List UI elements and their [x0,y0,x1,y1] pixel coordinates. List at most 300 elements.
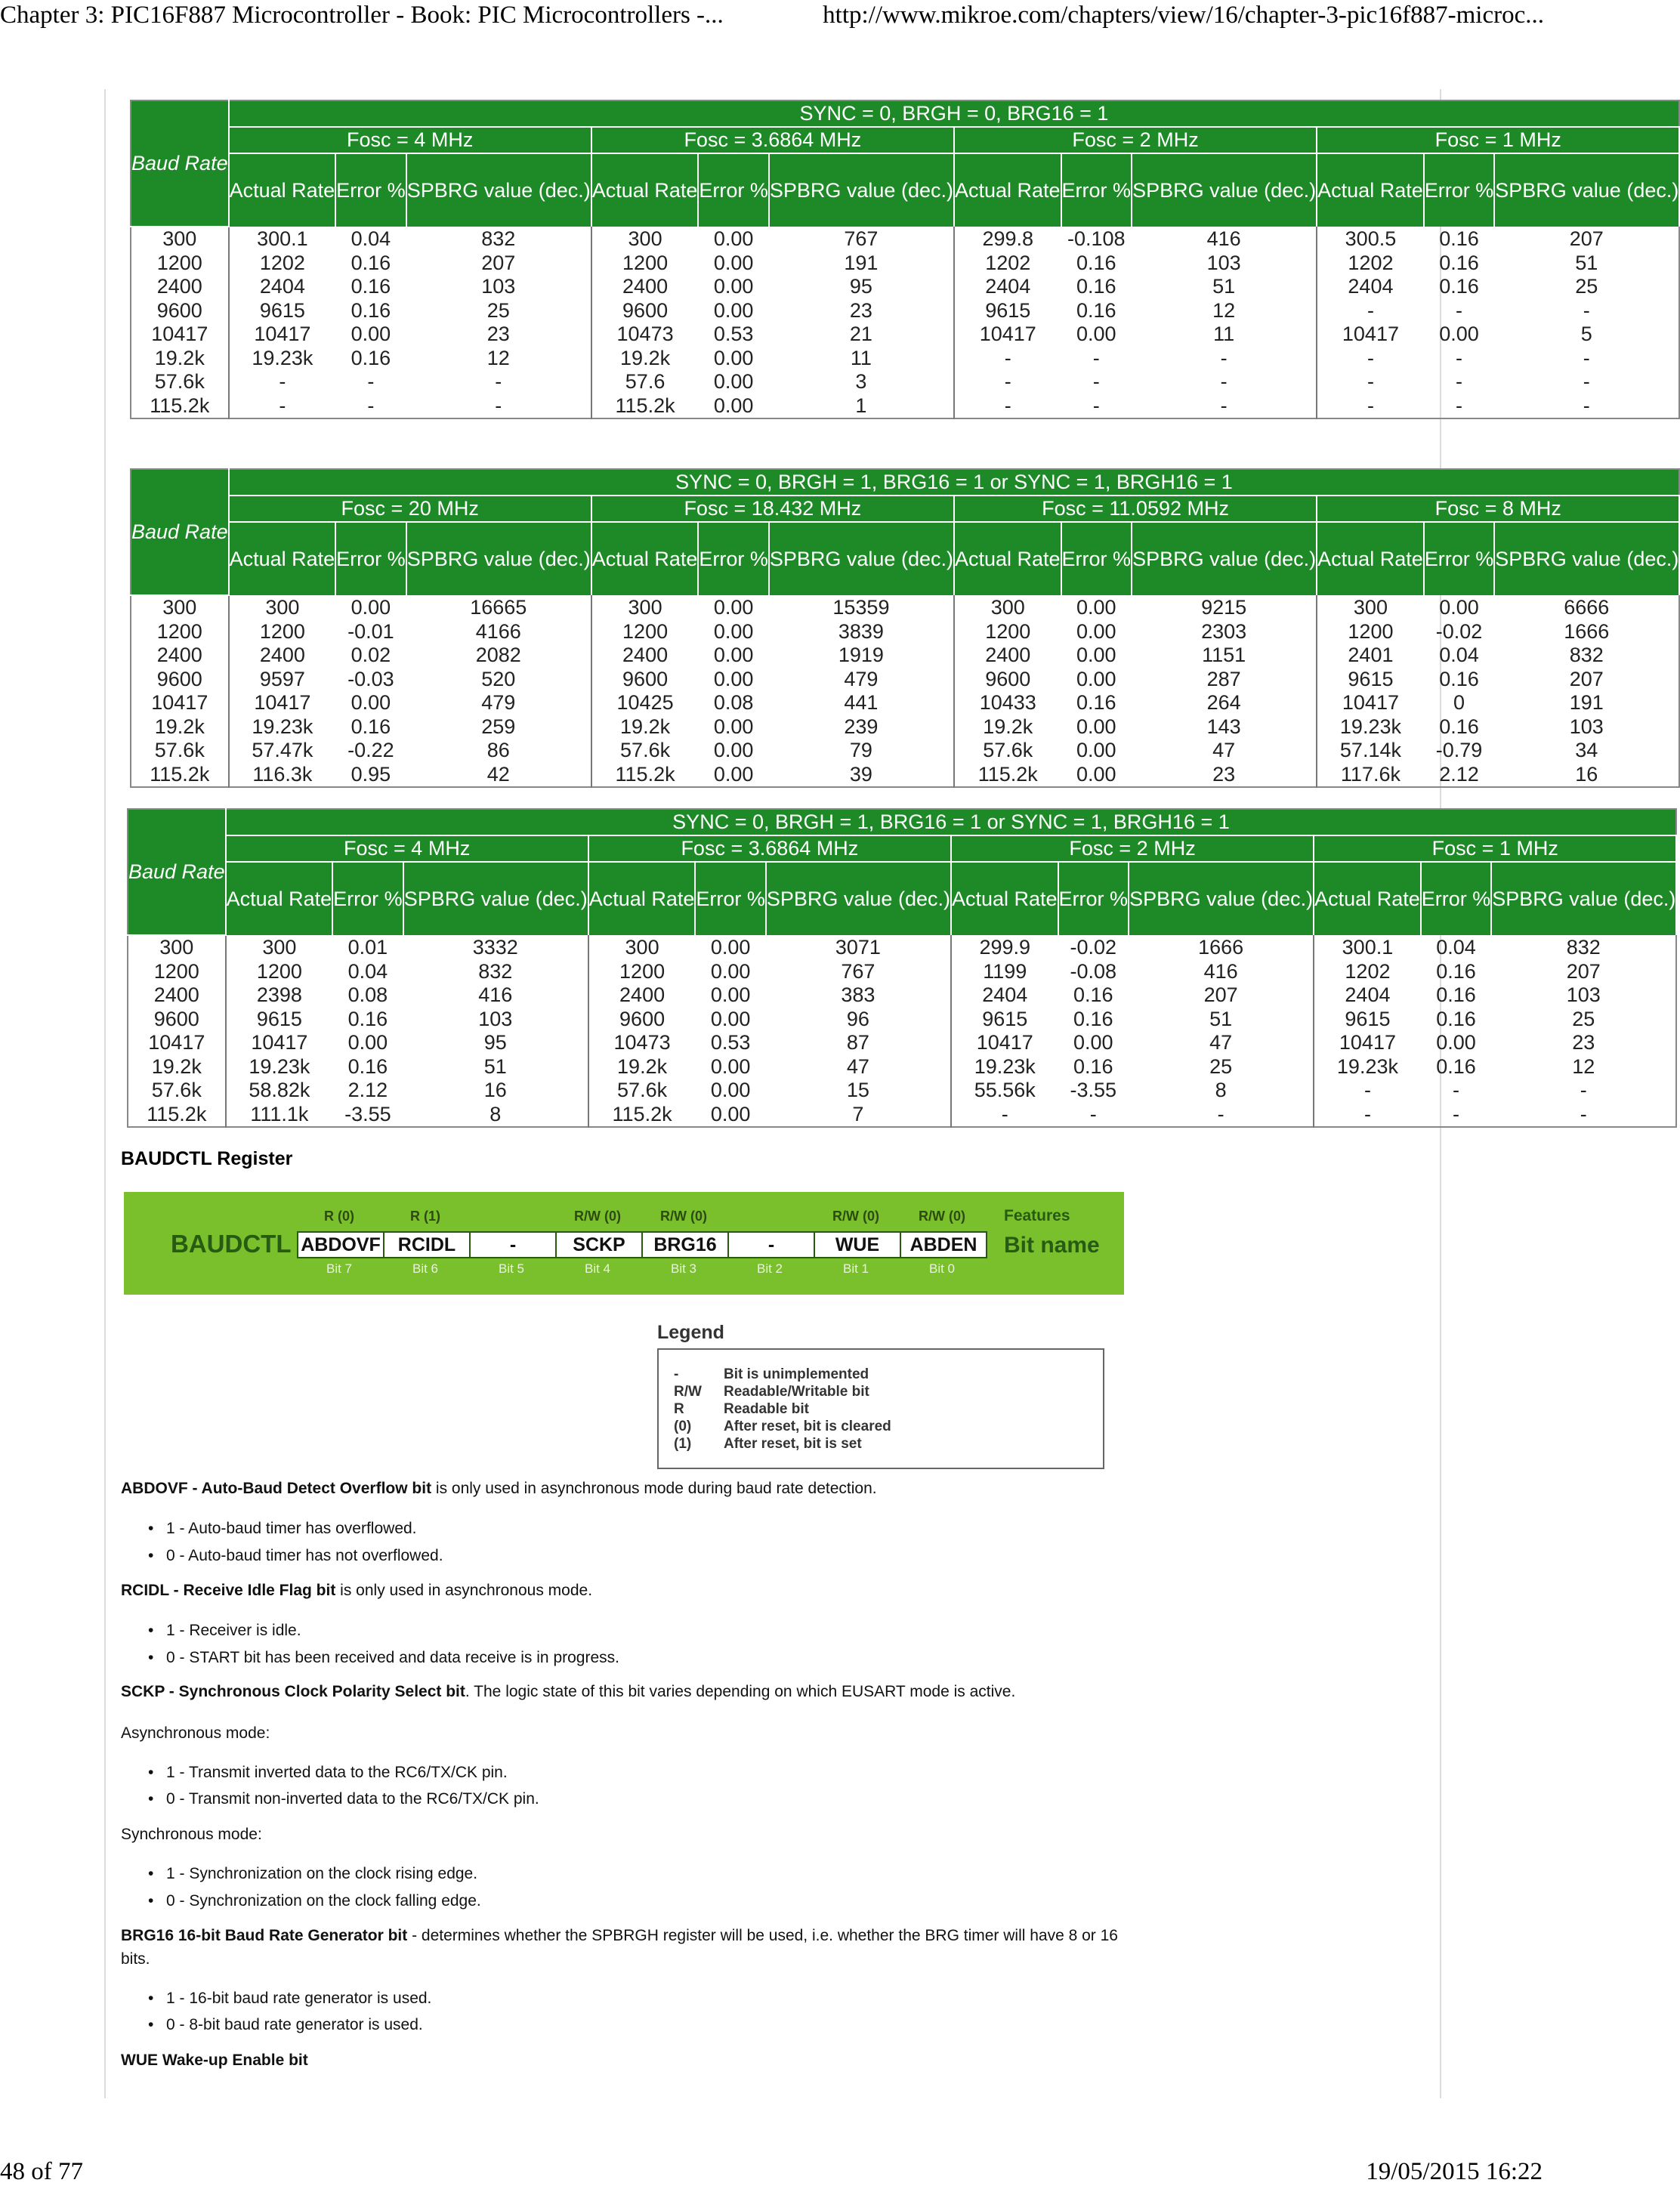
table-cell: 416 [403,983,588,1008]
legend-key: R [674,1401,684,1417]
table-cell: 0.16 [1439,275,1479,298]
bit-number-label: Bit 4 [584,1261,611,1276]
baud-rate-cell: 57.6k [131,370,229,394]
table-cell: 4166 [406,620,591,644]
table-cell: 0.00 [713,227,754,250]
table-cell: 19.2k [620,715,671,738]
bit-name-label: Bit name [1004,1233,1100,1258]
table-cell: 0.16 [1076,275,1116,298]
table-cell: 19.2k [983,715,1033,738]
table-cell: 0.16 [351,251,391,274]
table-cell: -0.08 [1070,959,1117,983]
table-cell: - [1580,1079,1587,1101]
table-cell: -0.02 [1070,935,1117,959]
table-cell: 34 [1575,739,1598,761]
table-cell: 51 [1575,251,1598,274]
table-cell: 103 [1569,715,1604,738]
table-cell: 0.00 [1436,1031,1476,1054]
table-cell: 0.16 [1439,667,1479,690]
table-cell: 9600 [619,1007,666,1030]
list-item: • 1 - Synchronization on the clock rising edge. [148,1865,477,1883]
table-row [131,275,1679,299]
table-cell: 57.6 [625,370,666,393]
legend-item [674,1384,869,1400]
table-cell: 2404 [259,275,305,298]
table-cell: 0.16 [347,1007,388,1030]
table-row [128,1079,1676,1103]
table-cell: 15359 [769,595,954,620]
table-cell: 0.16 [1073,1007,1113,1030]
table-cell: 0.16 [1439,227,1479,250]
table-cell: 47 [766,1055,951,1079]
table-cell: - [1092,370,1100,393]
table-cell: 300 [625,935,659,959]
table-row [131,763,1679,788]
table-row [131,715,1679,739]
list-item: • 0 - Transmit non-inverted data to the RC6/TX/CK pin. [148,1790,539,1808]
abdovf-title: ABDOVF - Auto-Baud Detect Overflow bit [121,1480,432,1497]
table-cell: 1151 [1132,644,1317,668]
table-row [131,347,1679,371]
actual-rate-header: Actual Rate [229,153,336,227]
table-cell: - [1129,1103,1314,1128]
baud-rate-header: Baud Rate [131,100,229,227]
table-cell: - [1452,1079,1459,1101]
baud-rate-cell: 115.2k [128,1103,226,1128]
table-cell: 1200 [622,251,669,274]
table-cell: 1200 [985,619,1031,643]
table-cell: 0.16 [351,298,391,322]
table-cell: 103 [406,275,591,299]
table-cell: 1202 [1348,251,1394,274]
table-cell: 0.02 [351,644,391,666]
table-cell: -0.108 [1067,227,1126,250]
table-cell: 1200 [256,959,302,983]
table-cell: 416 [1129,960,1314,984]
table-cell: 23 [1572,1031,1595,1054]
baud-rate-cell: 1200 [131,620,229,644]
spbrg-value-header: SPBRG value (dec.) [406,522,591,595]
table-cell: - [1092,346,1100,369]
table-cell: 0.16 [1073,983,1113,1006]
table-cell: 832 [403,960,588,984]
table-cell: 0.00 [1076,715,1116,738]
error-percent-header: Error % [695,862,766,935]
error-percent-header: Error % [1421,862,1492,935]
table-cell: 239 [769,715,954,739]
table-cell: 9600 [622,667,669,690]
table-cell: 58.82k [249,1079,310,1101]
table-cell: 300 [265,595,300,619]
table-cell: 10473 [613,1031,671,1054]
actual-rate-header: Actual Rate [229,522,336,595]
table-cell: 1919 [769,644,954,668]
table-cell: 19.2k [617,1054,668,1078]
error-percent-header: Error % [1058,862,1129,935]
table-cell: 115.2k [612,1102,672,1125]
table-cell: 3839 [769,620,954,644]
table-cell: 0.16 [1076,298,1116,322]
table-cell: 0.00 [713,762,754,786]
table-cell: - [1132,394,1317,419]
table-cell: 832 [406,227,591,252]
baud-rate-cell: 9600 [131,299,229,323]
table-cell: 10473 [616,323,674,345]
table-cell: 117.6k [1340,762,1401,786]
list-item: • 1 - 16-bit baud rate generator is used. [148,1990,431,2008]
table-cell: - [1367,394,1374,417]
baud-rate-cell: 57.6k [128,1079,226,1103]
bit-access-label: R/W (0) [832,1209,879,1224]
table-cell: - [1455,298,1462,322]
table-cell: 111.1k [250,1102,309,1125]
table-row [128,935,1676,960]
table-cell: 3 [769,370,954,394]
table-cell: - [1583,370,1590,393]
table-cell: 15 [766,1079,951,1103]
table-cell: 9600 [622,298,669,322]
table-cell: 9615 [982,1007,1028,1030]
table-cell: 10417 [1342,691,1399,714]
legend-item [674,1419,891,1435]
table-cell: 19.23k [249,1054,310,1078]
table-cell: 1200 [619,959,666,983]
table-cell: - [367,394,375,417]
baud-rate-cell: 2400 [131,644,229,668]
table-cell: 0.16 [351,346,391,369]
table-cell: - [1363,1079,1371,1101]
table-cell: 103 [403,1008,588,1032]
error-percent-header: Error % [1061,153,1132,227]
table-cell: 0.16 [1076,251,1116,274]
table-cell: - [1455,370,1462,393]
table-row [131,595,1679,620]
table-cell: 9615 [1348,667,1394,690]
table-cell: - [1580,1102,1587,1125]
list-item: • 0 - Synchronization on the clock falling edge. [148,1892,481,1910]
table-cell: - [1004,346,1011,369]
rcidl-desc: is only used in asynchronous mode. [335,1582,593,1599]
table-cell: 10425 [616,691,674,714]
table-cell: 57.6k [617,1079,668,1101]
actual-rate-header: Actual Rate [591,153,699,227]
table-cell: 0.16 [347,1054,388,1078]
spbrg-value-header: SPBRG value (dec.) [1494,153,1679,227]
baud-rate-table-3 [127,808,1677,1128]
bit-access-label: R/W (0) [574,1209,621,1224]
register-bit-cell: SCKP [555,1231,643,1258]
baud-rate-cell: 300 [131,227,229,252]
baud-rate-cell: 19.2k [128,1055,226,1079]
table-cell: 300 [628,595,662,619]
baud-rate-cell: 300 [128,935,226,960]
table-cell: 2400 [622,275,669,298]
spbrg-value-header: SPBRG value (dec.) [406,153,591,227]
baud-rate-cell: 19.2k [131,347,229,371]
table-cell: 9615 [259,298,305,322]
table-cell: 0.00 [710,1007,751,1030]
table-cell: 9215 [1132,595,1317,620]
table-cell: 115.2k [615,394,675,417]
fosc-header: Fosc = 11.0592 MHz [954,496,1317,522]
table-cell: 191 [1569,691,1604,714]
table-cell: 8 [1129,1079,1314,1103]
table-cell: 520 [406,668,591,692]
table-cell: 51 [1132,275,1317,299]
bit-number-label: Bit 2 [756,1261,783,1276]
spbrg-value-header: SPBRG value (dec.) [1129,862,1314,935]
fosc-header: Fosc = 20 MHz [229,496,591,522]
register-bit-cell: BRG16 [641,1231,729,1258]
table-cell: 0.00 [1076,667,1116,690]
table-cell: 86 [406,739,591,763]
bit-number-label: Bit 1 [842,1261,869,1276]
table-cell: - [1004,394,1011,417]
table-cell: - [1367,370,1374,393]
table-row [128,1008,1676,1032]
table-cell: -0.79 [1435,739,1483,761]
register-name: BAUDCTL [171,1230,292,1258]
bit-access-label: R/W (0) [919,1209,965,1224]
sckp-paragraph [121,1680,1133,1703]
table-cell: 264 [1132,691,1317,715]
table-cell: 16665 [406,595,591,620]
table-cell: 0.00 [351,323,391,345]
table-cell: 19.23k [1336,1054,1398,1078]
table-cell: 5 [1580,323,1592,345]
sckp-desc: . The logic state of this bit varies depending on which EUSART mode is active. [465,1683,1016,1700]
table-cell: 0.00 [713,715,754,738]
page-footer-datetime: 19/05/2015 16:22 [1366,2158,1543,2185]
fosc-header: Fosc = 8 MHz [1317,496,1679,522]
table-cell: 0.00 [1076,595,1116,619]
table-row [128,1103,1676,1128]
legend-text: Readable/Writable bit [724,1384,869,1400]
table-cell: -3.55 [1070,1079,1117,1101]
table-cell: - [1367,298,1374,322]
table-cell: 0.04 [347,959,388,983]
table-cell: 0.08 [713,691,754,714]
table-cell: 23 [1132,763,1317,788]
page-header-title: Chapter 3: PIC16F887 Microcontroller - Book: PIC Microcontrollers -... [0,2,724,29]
table-cell: 207 [1569,667,1604,690]
table-cell: 87 [766,1031,951,1055]
table-cell: 1666 [1564,619,1610,643]
spbrg-value-header: SPBRG value (dec.) [769,522,954,595]
fosc-header: Fosc = 1 MHz [1314,835,1676,862]
error-percent-header: Error % [1061,522,1132,595]
spbrg-value-header: SPBRG value (dec.) [766,862,951,935]
bit-number-label: Bit 5 [498,1261,525,1276]
table-cell: 103 [1566,983,1601,1006]
actual-rate-header: Actual Rate [1317,522,1424,595]
table-cell: 259 [406,715,591,739]
abdovf-paragraph [121,1477,1133,1500]
table-row [131,370,1679,394]
table-cell: 2082 [406,644,591,668]
table-cell: 441 [769,691,954,715]
table-cell: -0.01 [347,619,394,643]
table-cell: 2398 [256,983,302,1006]
table-cell: - [1363,1102,1371,1125]
table-row [131,644,1679,668]
spbrg-value-header: SPBRG value (dec.) [1491,862,1676,935]
fosc-header: Fosc = 1 MHz [1317,127,1679,153]
rcidl-title: RCIDL - Receive Idle Flag bit [121,1582,336,1599]
table-cell: - [1132,347,1317,371]
table-cell: 6666 [1564,595,1610,619]
table-cell: 0 [1453,691,1465,714]
table-cell: 12 [1572,1054,1595,1078]
actual-rate-header: Actual Rate [1314,862,1421,935]
register-bit-cell: - [727,1231,815,1258]
page-header-url[interactable]: http://www.mikroe.com/chapters/view/16/chapter-3-pic16f887-microc... [823,2,1544,29]
table-cell: 1200 [622,619,669,643]
table-cell: 9615 [256,1007,302,1030]
actual-rate-header: Actual Rate [951,862,1058,935]
table-cell: 25 [1572,1007,1595,1030]
table-cell: 10417 [254,691,311,714]
sync-condition-header: SYNC = 0, BRGH = 1, BRG16 = 1 or SYNC = 1, BRGH16 = 1 [229,469,1680,496]
error-percent-header: Error % [332,862,403,935]
table-cell: 51 [1129,1008,1314,1032]
table-cell: 25 [1129,1055,1314,1079]
spbrg-value-header: SPBRG value (dec.) [1132,522,1317,595]
table-row [131,620,1679,644]
baud-rate-cell: 19.2k [131,715,229,739]
async-mode-label: Asynchronous mode: [121,1724,270,1742]
spbrg-value-header: SPBRG value (dec.) [1494,522,1679,595]
table-cell: 0.00 [710,983,751,1006]
table-cell: 42 [406,763,591,788]
table-cell: 0.00 [713,595,754,619]
table-cell: 95 [769,275,954,299]
table-cell: 0.00 [351,595,391,619]
table-cell: -0.22 [347,739,394,761]
table-cell: 299.9 [979,935,1031,959]
table-row [131,691,1679,715]
table-cell: 0.04 [1439,644,1479,666]
error-percent-header: Error % [1424,153,1495,227]
table-cell: 0.16 [1439,251,1479,274]
table-cell: 479 [769,668,954,692]
legend-key: (1) [674,1436,692,1452]
table-cell: 11 [1132,323,1317,347]
table-cell: 300 [628,227,662,250]
baudctl-section-title: BAUDCTL Register [121,1148,293,1169]
table-cell: 0.16 [1436,983,1476,1006]
table-cell: 1202 [985,251,1031,274]
table-cell: 1666 [1129,935,1314,960]
baud-rate-cell: 1200 [128,960,226,984]
table-cell: 416 [1132,227,1317,252]
table-cell: 1200 [1348,619,1394,643]
sync-condition-header: SYNC = 0, BRGH = 0, BRG16 = 1 [229,100,1680,127]
actual-rate-header: Actual Rate [591,522,699,595]
table-cell: 103 [1132,252,1317,276]
legend-item [674,1436,862,1453]
legend-text: Bit is unimplemented [724,1366,869,1382]
table-cell: 96 [766,1008,951,1032]
table-cell: 191 [769,252,954,276]
actual-rate-header: Actual Rate [1317,153,1424,227]
table-cell: 479 [406,691,591,715]
table-cell: 300.5 [1345,227,1397,250]
table-cell: 95 [403,1031,588,1055]
table-cell: 0.16 [1439,715,1479,738]
table-cell: 300.1 [257,227,308,250]
table-cell: - [1583,298,1590,322]
table-cell: 0.16 [351,715,391,738]
table-cell: 0.00 [1076,644,1116,666]
table-row [128,1055,1676,1079]
table-cell: 2303 [1132,620,1317,644]
table-cell: - [1583,394,1590,417]
table-cell: 19.23k [1339,715,1401,738]
table-cell: - [406,370,591,394]
table-cell: 2400 [259,644,305,666]
brg16-paragraph [121,1924,1133,1971]
actual-rate-header: Actual Rate [954,522,1061,595]
table-cell: - [1132,370,1317,394]
table-cell: - [1001,1102,1008,1125]
table-cell: 25 [406,299,591,323]
table-cell: 1 [769,394,954,419]
table-cell: 7 [766,1103,951,1128]
table-cell: 0.00 [1076,619,1116,643]
table-cell: 57.14k [1339,739,1401,761]
legend-key: (0) [674,1419,692,1434]
table-cell: - [367,370,375,393]
table-cell: 10417 [1342,323,1399,345]
table-cell: 0.00 [713,298,754,322]
table-cell: 39 [769,763,954,788]
table-row [131,394,1679,419]
table-cell: 2404 [1348,275,1394,298]
legend-key: R/W [674,1384,702,1400]
table-cell: 0.00 [1076,323,1116,345]
baud-rate-cell: 2400 [131,275,229,299]
table-cell: - [1089,1102,1097,1125]
table-cell: - [406,394,591,419]
register-bit-cell: ABDOVF [297,1231,384,1258]
table-row [131,227,1679,252]
table-cell: 0.08 [347,983,388,1006]
error-percent-header: Error % [335,522,406,595]
table-cell: 2400 [622,644,669,666]
brg16-desc: - determines whether the SPBRGH register will be used, i.e. whether the BRG timer will have 8 or 16 bits. [121,1927,1118,1968]
table-cell: - [1452,1102,1459,1125]
baud-rate-header: Baud Rate [128,809,226,935]
table-cell: 10433 [979,691,1036,714]
baud-rate-cell: 115.2k [131,763,229,788]
table-cell: 10417 [254,323,311,345]
bit-number-label: Bit 0 [928,1261,956,1276]
bit-access-label: R (0) [324,1209,354,1224]
table-cell: 19.23k [252,715,313,738]
table-row [131,299,1679,323]
table-cell: 9615 [985,298,1031,322]
table-cell: 0.00 [1076,762,1116,786]
table-cell: 1199 [983,959,1027,983]
table-cell: 12 [406,347,591,371]
spbrg-value-header: SPBRG value (dec.) [403,862,588,935]
page-border-left [104,89,106,2098]
table-cell: 57.47k [252,739,313,761]
table-cell: 19.2k [620,346,671,369]
spbrg-value-header: SPBRG value (dec.) [769,153,954,227]
register-bit-cell: ABDEN [900,1231,987,1258]
